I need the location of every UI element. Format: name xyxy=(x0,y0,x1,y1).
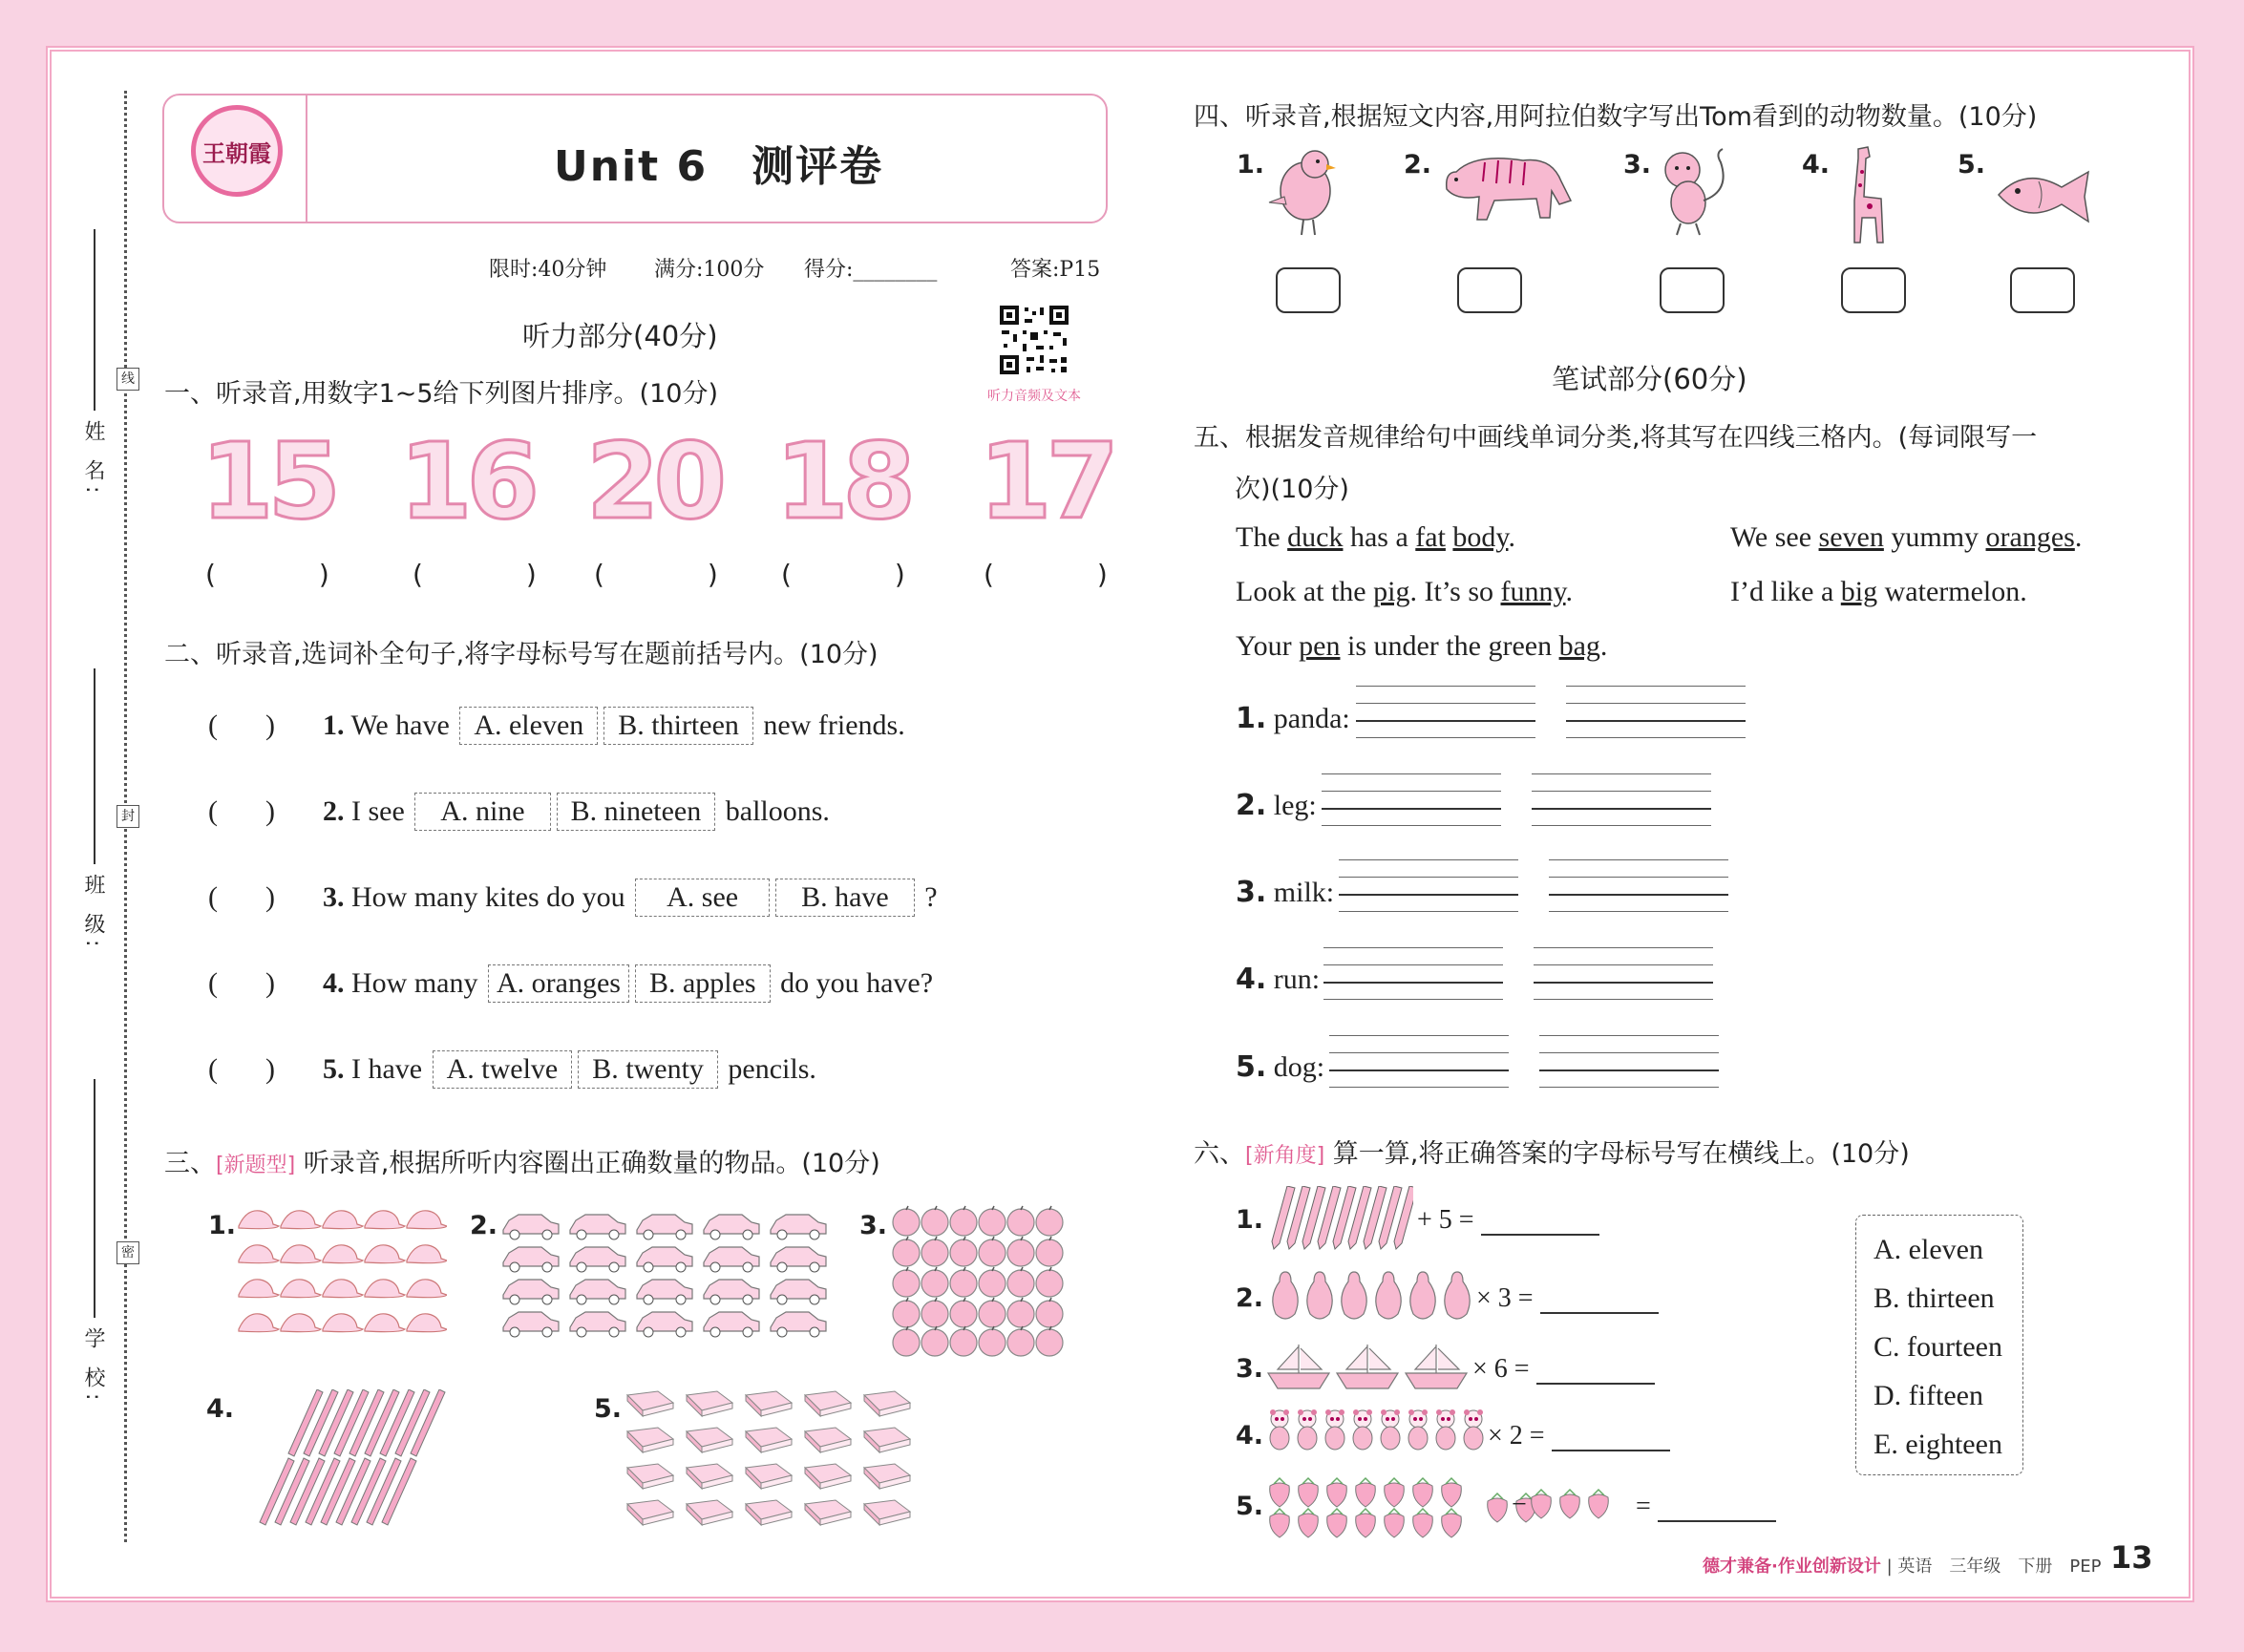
s5-sentence-4: We see seven yummy oranges. xyxy=(1730,521,2083,553)
seal-mark-feng: 封 xyxy=(116,805,139,828)
four-line-grid[interactable] xyxy=(1322,773,1501,831)
number-16: 16 xyxy=(399,420,535,542)
s5-word-row-2: 2. leg: xyxy=(1236,789,1317,822)
s5-word-row-4: 4. run: xyxy=(1236,963,1321,996)
four-line-grid[interactable] xyxy=(1323,947,1503,1005)
s3-label-1: 1. xyxy=(208,1211,237,1240)
underlined-word: bag xyxy=(1558,630,1600,662)
qr-code[interactable] xyxy=(998,304,1070,376)
footer-info: | 英语 三年级 下册 PEP xyxy=(1886,1557,2102,1577)
s4-label-1: 1. xyxy=(1237,150,1265,180)
answer-blank[interactable] xyxy=(1658,1493,1776,1522)
logo-text: 王朝霞 xyxy=(202,138,271,167)
underlined-word: funny xyxy=(1500,576,1566,607)
strawberries-image xyxy=(1266,1476,1543,1539)
section3-text: 听录音,根据所听内容圈出正确数量的物品。(10分) xyxy=(295,1149,880,1178)
option-a[interactable]: A. nine xyxy=(414,793,550,831)
answer-blank[interactable] xyxy=(1481,1207,1599,1236)
title-banner xyxy=(162,94,1108,223)
item-number: 3. xyxy=(322,881,345,913)
animal-count-box-1[interactable] xyxy=(1276,267,1341,313)
item-number: 5. xyxy=(322,1053,345,1085)
underlined-word: big xyxy=(1840,576,1878,607)
name-label: 姓 名: xyxy=(81,420,105,499)
answer-choices-box xyxy=(1855,1215,2023,1475)
four-line-grid[interactable] xyxy=(1566,686,1746,743)
tiger-icon xyxy=(1437,143,1580,229)
s5-word-row-3: 3. milk: xyxy=(1236,876,1335,909)
paren-blank[interactable]: () xyxy=(208,795,323,827)
underlined-word: fat xyxy=(1415,521,1446,553)
new-type-tag: [新题型] xyxy=(216,1154,296,1177)
time-limit: 限时:40分钟 xyxy=(489,258,607,282)
sentence-start: How many xyxy=(350,967,478,999)
s5-sentence-1: The duck has a fat body. xyxy=(1236,521,1515,553)
giraffe-icon xyxy=(1833,143,1900,248)
pencils-image xyxy=(1270,1186,1413,1253)
section2-title: 二、听录音,选词补全句子,将字母标号写在题前括号内。(10分) xyxy=(164,640,879,669)
footer-brand: 德才兼备·作业创新设计 xyxy=(1703,1557,1881,1577)
s3-label-2: 2. xyxy=(470,1211,498,1240)
number-17: 17 xyxy=(979,420,1114,542)
section6-prefix: 六、 xyxy=(1194,1139,1245,1169)
s6-equation-3: × 6 = xyxy=(1472,1354,1655,1385)
banner-divider xyxy=(306,95,307,222)
s2-item-1 xyxy=(208,707,905,745)
sentence-end: do you have? xyxy=(780,967,934,999)
number-15: 15 xyxy=(201,420,336,542)
s2-item-2 xyxy=(208,793,830,831)
s4-label-3: 3. xyxy=(1623,150,1652,180)
brand-logo xyxy=(191,105,283,197)
section1-title: 一、听录音,用数字1~5给下列图片排序。(10分) xyxy=(164,379,718,409)
option-b[interactable]: B. thirteen xyxy=(603,707,753,745)
s5-sentence-3: Your pen is under the green bag. xyxy=(1236,630,1608,662)
answer-blank[interactable] xyxy=(1536,1356,1655,1385)
s6-equation-5: = xyxy=(1636,1492,1776,1522)
s6-equation-2: × 3 = xyxy=(1476,1283,1659,1314)
bird-icon xyxy=(1265,143,1351,239)
sentence-start: I see xyxy=(350,795,405,827)
option-b[interactable]: B. apples xyxy=(635,964,771,1003)
animal-count-box-5[interactable] xyxy=(2010,267,2075,313)
pandas-image xyxy=(1266,1408,1486,1455)
s2-item-3 xyxy=(208,879,938,917)
animal-count-box-4[interactable] xyxy=(1841,267,1906,313)
pens-group[interactable] xyxy=(258,1389,477,1533)
s5-sentence-2: Look at the pig. It’s so funny. xyxy=(1236,576,1574,607)
paren-blank[interactable]: () xyxy=(208,1053,323,1085)
paren-blank[interactable]: () xyxy=(208,967,323,999)
option-a[interactable]: A. oranges xyxy=(488,964,629,1003)
s6-item-number-2: 2. xyxy=(1236,1283,1264,1313)
s6-item-number-1: 1. xyxy=(1236,1205,1264,1235)
s2-item-4 xyxy=(208,964,933,1003)
section3-prefix: 三、 xyxy=(164,1149,216,1178)
paren-blank[interactable]: () xyxy=(208,881,323,913)
animal-count-box-3[interactable] xyxy=(1660,267,1725,313)
sentence-end: ? xyxy=(924,881,938,913)
caps-group[interactable] xyxy=(237,1205,447,1348)
pears-image xyxy=(1266,1268,1476,1325)
answer-paren-3[interactable]: ( ) xyxy=(594,559,756,590)
underlined-word: body xyxy=(1452,521,1509,553)
s6-item-number-5: 5. xyxy=(1236,1492,1264,1521)
underlined-word: pig xyxy=(1373,576,1410,607)
school-label: 学 校: xyxy=(81,1327,105,1407)
item-number: 4. xyxy=(322,967,345,999)
answer-paren-2[interactable]: ( ) xyxy=(413,559,575,590)
sentence-start: I have xyxy=(350,1053,423,1085)
seal-mark-mi: 密 xyxy=(116,1241,139,1264)
sentence-start: We have xyxy=(350,710,450,741)
sentence-end: new friends. xyxy=(763,710,905,741)
underlined-word: duck xyxy=(1287,521,1344,553)
section4-title: 四、听录音,根据短文内容,用阿拉伯数字写出Tom看到的动物数量。(10分) xyxy=(1194,102,2038,132)
item-number: 2. xyxy=(322,795,345,827)
sentence-end: balloons. xyxy=(725,795,830,827)
class-label: 班 级: xyxy=(81,874,105,953)
s4-label-2: 2. xyxy=(1404,150,1432,180)
footer xyxy=(1703,1553,2101,1578)
four-line-grid[interactable] xyxy=(1549,859,1728,917)
four-line-grid[interactable] xyxy=(1539,1035,1719,1092)
section6-text: 算一算,将正确答案的字母标号写在横线上。(10分) xyxy=(1324,1139,1910,1169)
underlined-word: pen xyxy=(1299,630,1341,662)
answer-paren-1[interactable]: ( ) xyxy=(205,559,368,590)
choice-b: B. thirteen xyxy=(1874,1282,1995,1314)
s3-label-3: 3. xyxy=(859,1211,888,1240)
answer-paren-5[interactable]: ( ) xyxy=(984,559,1146,590)
animal-count-box-2[interactable] xyxy=(1457,267,1522,313)
number-20: 20 xyxy=(586,420,722,542)
s6-item-number-3: 3. xyxy=(1236,1354,1264,1384)
score-blank: 得分:________ xyxy=(804,258,938,282)
s5-word-row-1: 1. panda: xyxy=(1236,702,1350,735)
section3-title xyxy=(164,1142,880,1179)
new-angle-tag: [新角度] xyxy=(1245,1144,1325,1168)
section5-title-line1: 五、根据发音规律给句中画线单词分类,将其写在四线三格内。(每词限写一 xyxy=(1194,423,2038,453)
s6-equation-1: + 5 = xyxy=(1417,1205,1599,1236)
full-score: 满分:100分 xyxy=(654,258,765,282)
s2-item-5 xyxy=(208,1050,816,1089)
option-b[interactable]: B. twenty xyxy=(578,1050,718,1089)
listening-title: 听力部分(40分) xyxy=(522,320,718,352)
fish-icon xyxy=(1991,162,2096,229)
s6-minus-sign: − xyxy=(1512,1490,1527,1519)
item-number: 1. xyxy=(322,710,345,741)
four-line-grid[interactable] xyxy=(1329,1035,1509,1092)
strawberries-subtract-image xyxy=(1528,1488,1614,1520)
number-18: 18 xyxy=(775,420,911,542)
answer-ref: 答案:P15 xyxy=(1010,258,1101,282)
page-number: 13 xyxy=(2110,1539,2153,1576)
monkey-icon xyxy=(1654,143,1740,239)
option-a[interactable]: A. see xyxy=(635,879,770,917)
four-line-grid[interactable] xyxy=(1339,859,1518,917)
choice-e: E. eighteen xyxy=(1874,1429,2002,1460)
s5-word-row-5: 5. dog: xyxy=(1236,1050,1325,1084)
underlined-word: oranges xyxy=(1985,521,2075,553)
s6-equation-4: × 2 = xyxy=(1488,1421,1670,1451)
option-b[interactable]: B. nineteen xyxy=(557,793,716,831)
boats-image xyxy=(1266,1341,1472,1394)
cars-group[interactable] xyxy=(501,1209,831,1343)
four-line-grid[interactable] xyxy=(1356,686,1535,743)
s5-sentence-5: I’d like a big watermelon. xyxy=(1730,576,2027,607)
seal-mark-xian: 线 xyxy=(116,368,139,391)
qr-caption: 听力音频及文本 xyxy=(987,389,1081,404)
s6-item-number-4: 4. xyxy=(1236,1421,1264,1451)
option-b[interactable]: B. have xyxy=(775,879,915,917)
answer-blank[interactable] xyxy=(1540,1285,1659,1314)
s4-label-5: 5. xyxy=(1958,150,1986,180)
paren-blank[interactable]: () xyxy=(208,710,323,741)
class-blank[interactable] xyxy=(94,668,95,864)
s3-label-5: 5. xyxy=(594,1394,623,1424)
section6-title xyxy=(1194,1133,1910,1170)
choice-d: D. fifteen xyxy=(1874,1380,1983,1411)
choice-c: C. fourteen xyxy=(1874,1331,2002,1363)
four-line-grid[interactable] xyxy=(1532,773,1711,831)
writing-title: 笔试部分(60分) xyxy=(1552,363,1747,395)
underlined-word: seven xyxy=(1818,521,1884,553)
school-blank[interactable] xyxy=(94,1079,95,1318)
answer-paren-4[interactable]: ( ) xyxy=(781,559,943,590)
name-blank[interactable] xyxy=(94,229,95,411)
erasers-group[interactable] xyxy=(625,1389,917,1533)
sentence-start: How many kites do you xyxy=(350,881,625,913)
answer-blank[interactable] xyxy=(1552,1423,1670,1451)
option-a[interactable]: A. twelve xyxy=(433,1050,573,1089)
page-title: Unit 6 测评卷 xyxy=(554,142,884,191)
section5-title-line2: 次)(10分) xyxy=(1235,475,1349,504)
apples-group[interactable] xyxy=(892,1205,1066,1358)
four-line-grid[interactable] xyxy=(1534,947,1713,1005)
s4-label-4: 4. xyxy=(1802,150,1831,180)
choice-a: A. eleven xyxy=(1874,1234,1983,1265)
option-a[interactable]: A. eleven xyxy=(459,707,598,745)
s3-label-4: 4. xyxy=(206,1394,235,1424)
sentence-end: pencils. xyxy=(728,1053,816,1085)
